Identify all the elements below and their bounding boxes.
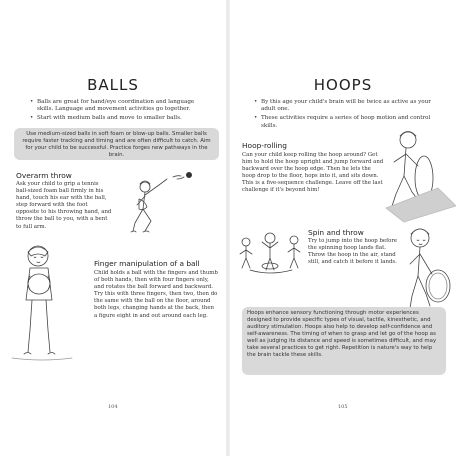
list-item: • These activities require a series of hoop motion and control skills. <box>254 115 440 130</box>
balls-bullet-list <box>30 99 210 124</box>
hoop-spin-illustration <box>236 222 308 302</box>
hoop-roller-illustration <box>378 126 456 222</box>
list-item: • Start with medium balls and move to smaller balls. <box>30 115 210 122</box>
hoop-rolling-heading: Hoop-rolling <box>242 141 287 150</box>
balls-callout-box: Use medium-sized balls in soft foam or blow-up balls. Smaller balls require faster tracking and timing and are often difficult to catch. Aim for your child to be successful. Practice forges new pathways in the brain. <box>14 128 219 160</box>
overarm-throw-text: Ask your child to grip a tennis ball-sized foam ball firmly in his hand, touch his ear with the ball, step forward with the foot opposite to his throwing hand, and throw the ball to you, with a bent to full arm. <box>16 181 112 230</box>
spin-and-throw-heading: Spin and throw <box>308 228 364 237</box>
overarm-throw-heading: Overarm throw <box>16 171 72 180</box>
page-title-balls: BALLS <box>87 76 139 94</box>
finger-manipulation-heading: Finger manipulation of a ball <box>94 259 200 268</box>
right-page <box>230 0 456 456</box>
list-item: • Balls are great for hand/eye coordination and language skills. Language and movement activities go together. <box>30 99 210 114</box>
page-number-left: 104 <box>108 404 118 410</box>
finger-manipulation-text: Child holds a ball with the fingers and thumb of both hands, then with four fingers only, and rotates the ball forward and backward. Try this with three fingers, then two, then do the same with the ball on the floor, around both legs, changing hands at the back, then a figure eight in and out around each leg. <box>94 270 218 319</box>
hoop-rolling-text: Can your child keep rolling the hoop around? Get him to hold the hoop upright and jump forward and backward over the hoop edge. Then he lets the hoop drop to the floor, hops into it, and sits down. This is a five-sequence challenge. Leave off the last challenge if it's beyond him! <box>242 152 384 194</box>
ball-child-illustration <box>6 240 76 370</box>
page-title-hoops: HOOPS <box>313 76 373 94</box>
page-number-right: 105 <box>338 404 348 410</box>
spin-and-throw-text: Try to jump into the hoop before the spinning hoop lands flat. Throw the hoop in the air, stand still, and catch it before it lands. <box>308 238 398 266</box>
thrower-illustration <box>115 165 215 245</box>
left-page <box>0 0 226 456</box>
hoops-callout-box: Hoops enhance sensory functioning through motor experiences designed to provide specific types of visual, tactile, kinesthetic, and auditory stimulation. Hoops also help to develop self-confidence and self-awareness. The timing of when to grasp and let go of the hoop as well as judging its distance and speed is sometimes difficult, and may take several practices to get right. Repetition is nature's way to help the brain tackle these skills. <box>242 307 446 375</box>
list-item: • By this age your child's brain will be twice as active as your adult one. <box>254 99 440 114</box>
hoop-boy-illustration <box>396 224 456 320</box>
